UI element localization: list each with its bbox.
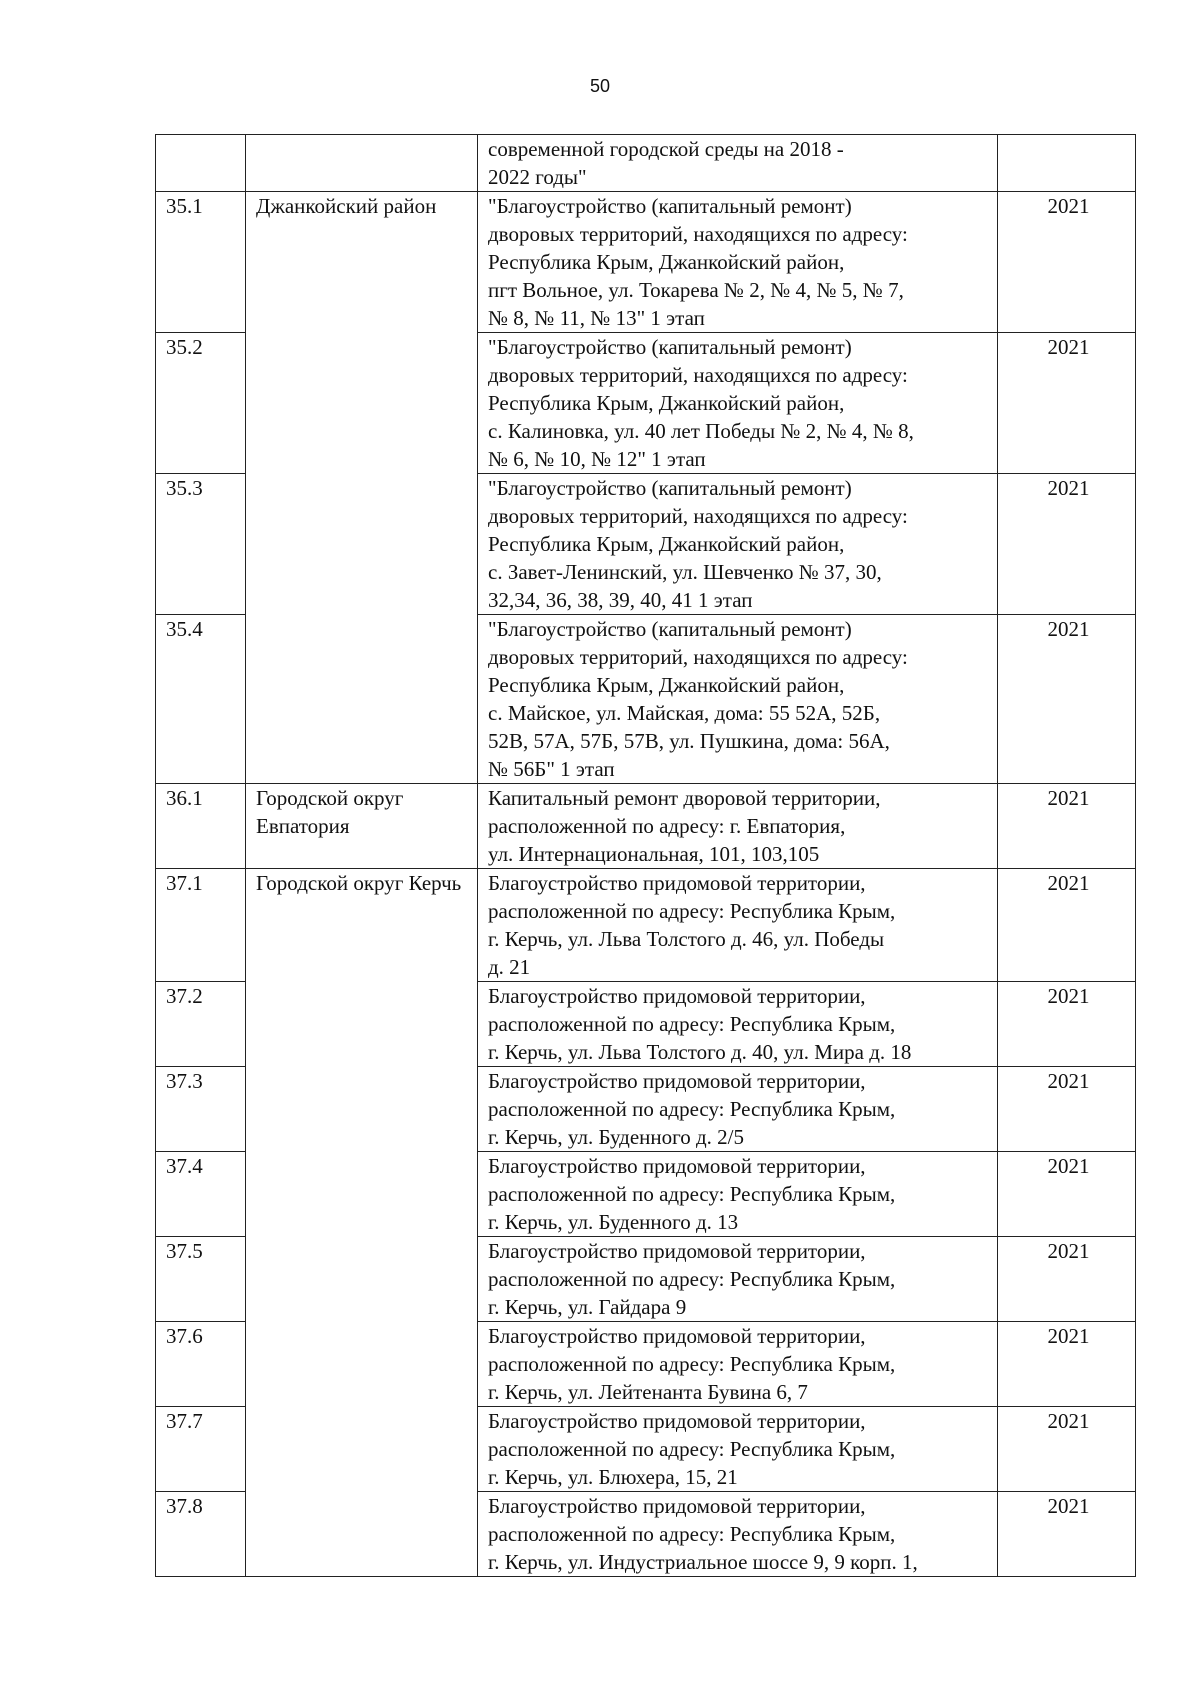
table-row [156, 869, 1136, 982]
description-line: Благоустройство придомовой территории, [488, 1239, 866, 1263]
year-cell: 2021 [998, 615, 1136, 784]
row-number-cell: 35.4 [156, 615, 246, 784]
year-cell: 2021 [998, 192, 1136, 333]
row-number-cell: 37.2 [156, 982, 246, 1067]
description-line: Республика Крым, Джанкойский район, [488, 391, 845, 415]
municipality-cell [246, 135, 478, 192]
row-number-cell: 36.1 [156, 784, 246, 869]
description-cell [478, 1237, 998, 1322]
table-row [156, 135, 1136, 192]
year-cell: 2021 [998, 1322, 1136, 1407]
description-line: Благоустройство придомовой территории, [488, 984, 866, 1008]
table-row [156, 192, 1136, 333]
row-number-cell: 35.2 [156, 333, 246, 474]
municipality-cell: Джанкойский район [246, 192, 478, 784]
year-cell [998, 135, 1136, 192]
description-line: "Благоустройство (капитальный ремонт) [488, 194, 852, 218]
year-cell: 2021 [998, 1492, 1136, 1577]
description-line: 32,34, 36, 38, 39, 40, 41 1 этап [488, 588, 753, 612]
row-number-cell: 37.6 [156, 1322, 246, 1407]
description-cell [478, 1322, 998, 1407]
description-cell [478, 869, 998, 982]
description-line: г. Керчь, ул. Блюхера, 15, 21 [488, 1465, 738, 1489]
year-cell: 2021 [998, 333, 1136, 474]
description-line: № 8, № 11, № 13" 1 этап [488, 306, 705, 330]
description-cell [478, 135, 998, 192]
description-line: современной городской среды на 2018 - [488, 137, 844, 161]
table-body [156, 135, 1136, 1577]
description-line: 52В, 57А, 57Б, 57В, ул. Пушкина, дома: 56А, [488, 729, 890, 753]
year-cell: 2021 [998, 1237, 1136, 1322]
description-line: г. Керчь, ул. Буденного д. 2/5 [488, 1125, 744, 1149]
description-line: дворовых территорий, находящихся по адресу: [488, 504, 908, 528]
description-line: Благоустройство придомовой территории, [488, 871, 866, 895]
description-line: дворовых территорий, находящихся по адресу: [488, 645, 908, 669]
description-line: Благоустройство придомовой территории, [488, 1324, 866, 1348]
row-number-cell: 37.5 [156, 1237, 246, 1322]
description-line: расположенной по адресу: Республика Крым, [488, 1352, 896, 1376]
description-cell [478, 1152, 998, 1237]
description-line: № 6, № 10, № 12" 1 этап [488, 447, 706, 471]
description-line: расположенной по адресу: Республика Крым, [488, 1267, 896, 1291]
description-cell [478, 333, 998, 474]
year-cell: 2021 [998, 1067, 1136, 1152]
description-cell [478, 1067, 998, 1152]
description-line: Благоустройство придомовой территории, [488, 1494, 866, 1518]
description-cell [478, 784, 998, 869]
description-line: г. Керчь, ул. Льва Толстого д. 40, ул. Мира д. 18 [488, 1040, 912, 1064]
row-number-cell: 37.8 [156, 1492, 246, 1577]
description-line: 2022 годы" [488, 165, 587, 189]
year-cell: 2021 [998, 1407, 1136, 1492]
description-line: пгт Вольное, ул. Токарева № 2, № 4, № 5, № 7, [488, 278, 904, 302]
description-line: с. Завет-Ленинский, ул. Шевченко № 37, 30, [488, 560, 882, 584]
description-line: Республика Крым, Джанкойский район, [488, 673, 845, 697]
municipality-cell: Городской округ Евпатория [246, 784, 478, 869]
description-line: расположенной по адресу: Республика Крым, [488, 1437, 896, 1461]
description-line: расположенной по адресу: г. Евпатория, [488, 814, 846, 838]
description-line: "Благоустройство (капитальный ремонт) [488, 476, 852, 500]
row-number-cell: 37.3 [156, 1067, 246, 1152]
description-line: дворовых территорий, находящихся по адресу: [488, 222, 908, 246]
description-line: г. Керчь, ул. Буденного д. 13 [488, 1210, 739, 1234]
page-number: 50 [589, 76, 611, 96]
description-line: Благоустройство придомовой территории, [488, 1154, 866, 1178]
description-line: г. Керчь, ул. Лейтенанта Бувина 6, 7 [488, 1380, 808, 1404]
description-line: с. Калиновка, ул. 40 лет Победы № 2, № 4, № 8, [488, 419, 914, 443]
year-cell: 2021 [998, 1152, 1136, 1237]
row-number-cell [156, 135, 246, 192]
description-line: расположенной по адресу: Республика Крым, [488, 1097, 896, 1121]
description-cell [478, 192, 998, 333]
document-table [155, 134, 1136, 1577]
table-row [156, 784, 1136, 869]
description-line: Благоустройство придомовой территории, [488, 1409, 866, 1433]
description-cell [478, 1407, 998, 1492]
description-line: № 56Б" 1 этап [488, 757, 615, 781]
row-number-cell: 37.4 [156, 1152, 246, 1237]
description-line: Капитальный ремонт дворовой территории, [488, 786, 881, 810]
description-line: расположенной по адресу: Республика Крым, [488, 1182, 896, 1206]
year-cell: 2021 [998, 784, 1136, 869]
description-line: Республика Крым, Джанкойский район, [488, 532, 845, 556]
description-line: "Благоустройство (капитальный ремонт) [488, 617, 852, 641]
row-number-cell: 37.7 [156, 1407, 246, 1492]
description-line: расположенной по адресу: Республика Крым, [488, 1522, 896, 1546]
description-line: г. Керчь, ул. Гайдара 9 [488, 1295, 687, 1319]
description-line: г. Керчь, ул. Индустриальное шоссе 9, 9 корп. 1, [488, 1550, 918, 1574]
description-line: ул. Интернациональная, 101, 103,105 [488, 842, 820, 866]
description-line: Благоустройство придомовой территории, [488, 1069, 866, 1093]
description-line: "Благоустройство (капитальный ремонт) [488, 335, 852, 359]
description-line: д. 21 [488, 955, 531, 979]
description-cell [478, 474, 998, 615]
year-cell: 2021 [998, 869, 1136, 982]
description-line: дворовых территорий, находящихся по адресу: [488, 363, 908, 387]
row-number-cell: 35.1 [156, 192, 246, 333]
year-cell: 2021 [998, 474, 1136, 615]
description-line: расположенной по адресу: Республика Крым, [488, 899, 896, 923]
description-line: г. Керчь, ул. Льва Толстого д. 46, ул. Победы [488, 927, 885, 951]
description-line: расположенной по адресу: Республика Крым, [488, 1012, 896, 1036]
description-line: с. Майское, ул. Майская, дома: 55 52А, 52Б, [488, 701, 881, 725]
description-cell [478, 615, 998, 784]
description-line: Республика Крым, Джанкойский район, [488, 250, 845, 274]
row-number-cell: 35.3 [156, 474, 246, 615]
row-number-cell: 37.1 [156, 869, 246, 982]
description-cell [478, 982, 998, 1067]
municipality-cell: Городской округ Керчь [246, 869, 478, 1577]
description-cell [478, 1492, 998, 1577]
year-cell: 2021 [998, 982, 1136, 1067]
